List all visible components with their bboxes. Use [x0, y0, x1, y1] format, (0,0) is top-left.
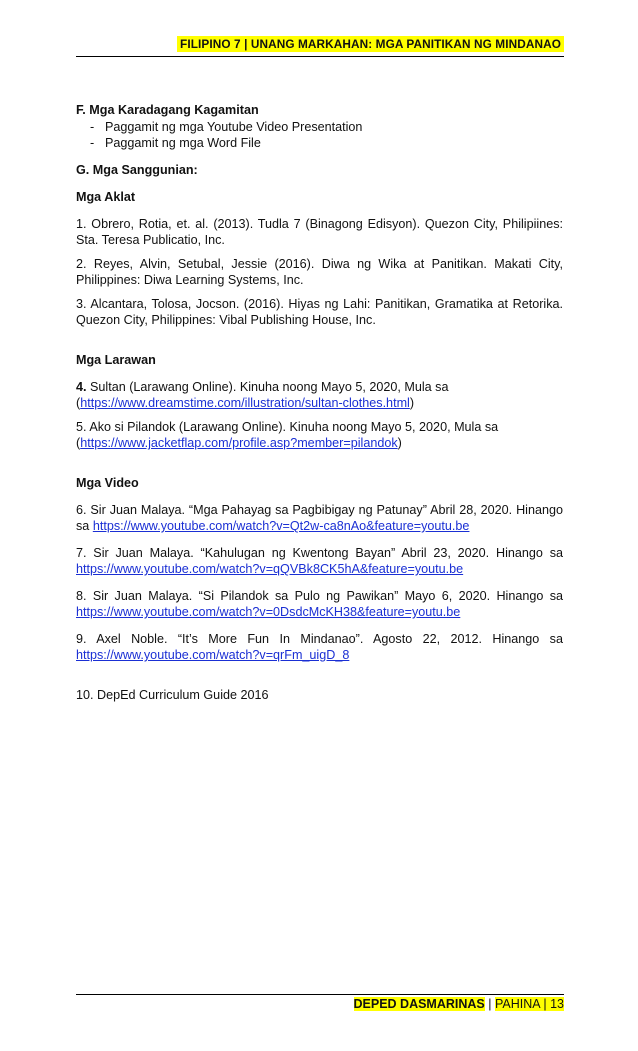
book-reference: 3. Alcantara, Tolosa, Jocson. (2016). Hiyas ng Lahi: Panitikan, Gramatika at Retorika. Quezon City, Philippines: Vibal Publishing House, Inc. [76, 297, 563, 327]
page-header: FILIPINO 7 | UNANG MARKAHAN: MGA PANITIKAN NG MINDANAO [177, 36, 564, 52]
footer-rule [76, 994, 564, 995]
reference-number: 4. [76, 380, 87, 394]
dash-bullet: - [90, 136, 95, 150]
footer-org: DEPED DASMARINAS [353, 997, 485, 1011]
reference-link[interactable]: https://www.youtube.com/watch?v=Qt2w-ca8nAo&feature=youtu.be [92, 519, 470, 533]
reference-link[interactable]: https://www.dreamstime.com/illustration/sultan-clothes.html [80, 396, 410, 410]
reference-text: 6. Sir Juan Malaya. “Mga Pahayag sa Pagbibigay ng Patunay” Abril 28, 2020. Hinango sa [76, 503, 563, 533]
list-item [76, 119, 563, 135]
paren-close: ) [409, 396, 415, 410]
paren-open: ( [76, 396, 81, 410]
reference-text: Sultan (Larawang Online). Kinuha noong Mayo 5, 2020, Mula sa [86, 380, 449, 394]
materials-heading: F. Mga Karadagang Kagamitan [76, 103, 259, 117]
book-reference: 1. Obrero, Rotia, et. al. (2013). Tudla 7 (Binagong Edisyon). Quezon City, Philipiines: Sta. Teresa Publicatio, Inc. [76, 217, 563, 247]
image-reference [76, 379, 563, 411]
paren-open: ( [76, 436, 81, 450]
image-reference [76, 419, 563, 451]
images-heading: Mga Larawan [76, 353, 156, 367]
reference-link[interactable]: https://www.youtube.com/watch?v=0DsdcMcKH38&feature=youtu.be [76, 605, 461, 619]
dash-bullet: - [90, 120, 95, 134]
page-footer [354, 997, 565, 1011]
page-content [76, 102, 563, 703]
videos-heading: Mga Video [76, 476, 139, 490]
reference-number: 5. [76, 420, 87, 434]
video-reference [76, 588, 563, 620]
references-heading: G. Mga Sanggunian: [76, 163, 198, 177]
materials-item-text: Paggamit ng mga Word File [105, 136, 261, 150]
paren-close: ) [397, 436, 402, 450]
video-reference [76, 631, 563, 663]
reference-link[interactable]: https://www.jacketflap.com/profile.asp?member=pilandok [80, 436, 398, 450]
reference-link[interactable]: https://www.youtube.com/watch?v=qrFm_uigD_8 [76, 648, 350, 662]
header-rule [76, 56, 564, 57]
book-reference: 2. Reyes, Alvin, Setubal, Jessie (2016). Diwa ng Wika at Panitikan. Makati City, Philippines: Diwa Learning Systems, Inc. [76, 257, 563, 287]
reference-text: 9. Axel Noble. “It’s More Fun In Mindanao”. Agosto 22, 2012. Hinango sa [76, 632, 563, 646]
footer-separator: | [484, 997, 495, 1011]
materials-item-text: Paggamit ng mga Youtube Video Presentation [105, 120, 363, 134]
reference-text: 8. Sir Juan Malaya. “Si Pilandok sa Pulo ng Pawikan” Mayo 6, 2020. Hinango sa [76, 589, 563, 603]
list-item [76, 135, 563, 151]
reference-link[interactable]: https://www.youtube.com/watch?v=qQVBk8CK5hA&feature=youtu.be [76, 562, 464, 576]
reference-text: 7. Sir Juan Malaya. “Kahulugan ng Kwentong Bayan” Abril 23, 2020. Hinango sa [76, 546, 563, 560]
books-heading: Mga Aklat [76, 190, 136, 204]
video-reference [76, 502, 563, 534]
footer-page-number: 13 [550, 997, 564, 1011]
reference-text: Ako si Pilandok (Larawang Online). Kinuha noong Mayo 5, 2020, Mula sa [86, 420, 499, 434]
curriculum-guide-reference: 10. DepEd Curriculum Guide 2016 [76, 688, 269, 702]
materials-list [76, 119, 563, 151]
footer-page-label: PAHINA | [494, 997, 551, 1011]
video-reference [76, 545, 563, 577]
